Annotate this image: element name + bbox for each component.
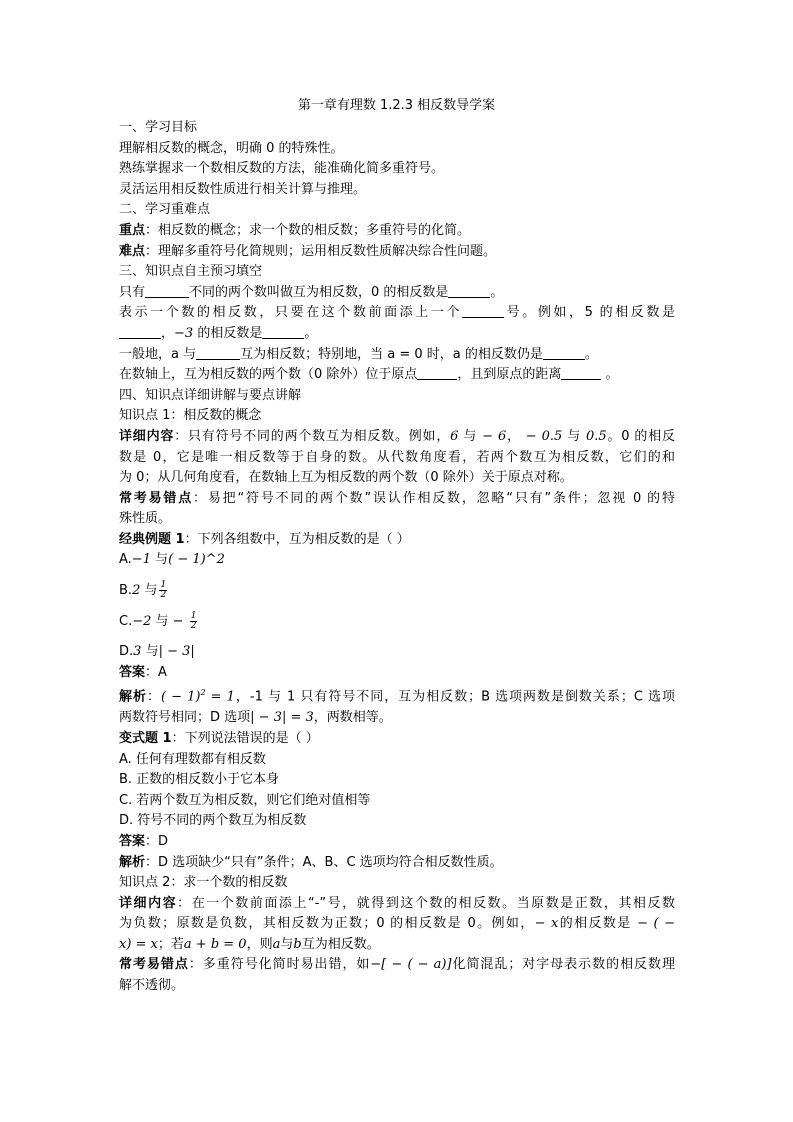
detail-line [119,894,675,915]
knowledge-point-title: 知识点 2：求一个数的相反数 [119,875,288,891]
text: 。 [601,367,619,383]
math: − ( − [631,916,675,932]
fill-blank [543,345,585,360]
document-body [119,118,675,997]
page-title: 第一章有理数 1.2.3 相反数导学案 [297,98,496,113]
fill-line [119,303,675,324]
numerator: 1 [160,580,167,591]
goal-line: 理解相反数的概念，明确 0 的特殊性。 [119,140,344,156]
section-heading: 一、学习目标 [119,120,198,135]
option-c [119,612,675,633]
text: 为负数；原数是负数，其相反数为正数；0 的相反数是 0。例如， [119,916,535,932]
option-b [119,581,675,602]
text: 互为相反数。 [301,936,380,952]
fill-line [119,283,675,304]
text: ：易把“符号不同的两个数”误认作相反数，忽略“只有”条件；忽视 0 的特 [193,490,675,506]
fill-line [119,365,675,386]
text: 与 − [151,613,188,629]
option-d [119,642,675,663]
text: A. [119,552,132,568]
answer-label: 答案 [119,664,146,680]
math: a [272,936,281,952]
goal-line: 熟练掌握求一个数相反数的方法，能准确化简多重符号。 [119,161,445,177]
text: ：D 选项缺少“只有”条件；A、B、C 选项均符合相反数性质。 [145,854,503,870]
math: −1 [131,552,151,568]
variant-label: 变式题 1 [119,730,172,746]
answer-line [119,663,675,684]
fill-blank [462,303,504,318]
error-line: 殊性质。 [119,511,172,527]
math: a + b = 0 [183,936,247,952]
fraction [190,612,198,631]
text: 不同的两个数叫做互为相反数，0 的相反数是 [189,284,449,300]
difficult-point-line [119,242,675,263]
text: 与 [141,644,159,660]
text: ：只有符号不同的两个数互为相反数。例如， [174,428,451,444]
fill-blank [561,365,601,380]
variant-option: A. 任何有理数都有相反数 [119,751,266,767]
text: 与 [458,428,483,444]
text: 一般地，a 与 [119,346,197,362]
text: 与 [562,428,586,444]
fill-blank [262,324,304,339]
text: 号。例如，5 的相反数是 [504,305,675,321]
error-label: 常考易错点 [119,490,194,506]
error-label: 常考易错点 [119,957,189,973]
text: C. [119,613,133,629]
analysis-line [119,708,675,729]
analysis-line [119,683,675,708]
math: = 1 [205,689,235,705]
text: 。 [304,325,318,341]
error-line [119,955,675,976]
fill-blank [145,283,189,298]
fill-line [119,324,675,345]
detail-line [119,427,675,448]
fill-blank [448,283,490,298]
text: ：A [145,664,167,680]
option-a [119,550,675,571]
text: ，且到原点的距离 [457,367,562,383]
text: ： [146,689,161,705]
math: − 6 [482,428,507,444]
knowledge-point-title: 知识点 1：相反数的概念 [119,408,262,424]
text: 化简混乱；对字母表示数的相反数理 [451,957,675,973]
math: ( − 1)^2 [168,552,225,568]
section-heading: 四、知识点详细讲解与要点讲解 [119,387,302,403]
fill-blank [417,365,457,380]
text: ，两数相等。 [313,710,392,726]
text: 与 [280,936,294,952]
text: B. [119,583,133,599]
text: ，则 [246,936,273,952]
detail-label: 详细内容 [119,895,178,911]
text: 两数符号相同；D 选项 [119,710,251,726]
text: 的相反数是 [193,325,263,341]
text: ：D [145,833,169,849]
math: −[ − ( − a)] [370,957,452,973]
text: 只有 [119,284,146,300]
math: − x [534,916,559,932]
detail-line [119,935,675,956]
math: 2 [132,583,141,599]
variant-option: D. 符号不同的两个数互为相反数 [119,813,307,829]
text: 与 [140,583,158,599]
detail-line: 为 0；从几何角度看，在数轴上互为相反数的两个数（0 除外）关于原点对称。 [119,470,573,486]
text: 的相反数是 [558,916,632,932]
math: | − 3| = 3 [250,710,314,726]
text: 与 [150,552,169,568]
math: −2 [132,613,152,629]
analysis-line [119,853,675,874]
example-question [119,530,675,551]
variant-option: B. 正数的相反数小于它本身 [119,772,280,788]
text: 。 [584,346,598,362]
math: b [293,936,302,952]
math: 6 [450,428,459,444]
numerator: 1 [190,610,197,621]
goal-line: 灵活运用相反数性质进行相关计算与推理。 [119,181,367,197]
difficult-text: ：理解多重符号化简规则；运用相反数性质解决综合性问题。 [145,243,497,259]
math: −3 [174,325,194,341]
answer-line [119,832,675,853]
math: ( − 1) [160,689,201,705]
analysis-label: 解析 [119,689,147,705]
text: D. [119,644,134,660]
key-text: ：相反数的概念；求一个数的相反数；多重符号的化简。 [145,222,471,238]
example-label: 经典例题 1 [119,531,185,547]
math-exponent: 2 [200,688,206,698]
detail-line [119,914,675,935]
fill-blank [119,324,161,339]
text: ， [161,325,175,341]
text: 在数轴上，互为相反数的两个数（0 除外）位于原点 [119,367,418,383]
analysis-label: 解析 [119,854,146,870]
text: ：在一个数前面添上“-”号，就得到这个数的相反数。当原数是正数，其相反数 [177,895,675,911]
error-line [119,489,675,510]
variant-option: C. 若两个数互为相反数，则它们绝对值相等 [119,792,371,808]
fill-line [119,345,675,366]
section-heading: 三、知识点自主预习填空 [119,264,263,280]
variant-question [119,729,675,750]
key-label: 重点 [119,222,146,238]
denominator: 2 [190,620,197,631]
key-point-line [119,221,675,242]
text: ：下列各组数中，互为相反数的是（ ） [184,531,410,547]
section-heading: 二、学习重难点 [119,202,211,218]
text: 。0 的相反 [606,428,676,444]
text: ， [506,428,521,444]
answer-label: 答案 [119,833,146,849]
difficult-label: 难点 [119,243,146,259]
math: | − 3| [158,644,195,660]
text: ：多重符号化简时易出错，如 [188,957,371,973]
math: 3 [133,644,142,660]
text: ；若 [157,936,184,952]
text: ：下列说法错误的是（ ） [171,730,319,746]
fraction [159,581,167,600]
math: x) = x [119,936,158,952]
detail-line: 数是 0，它是唯一相反数等于自身的数。从代数角度看，若两个数互为相反数，它们的和 [119,449,675,465]
math: 0.5 [585,428,607,444]
text: ，-1 与 1 只有符号不同，互为相反数；B 选项两数是倒数关系；C 选项 [234,689,675,705]
text: 表示一个数的相反数，只要在这个数前面添上一个 [119,305,463,321]
error-line: 解不透彻。 [119,978,185,994]
math: − 0.5 [520,428,563,444]
text: 。 [490,284,504,300]
text: 互为相反数；特别地，当 a = 0 时，a 的相反数仍是 [240,346,543,362]
detail-label: 详细内容 [119,428,175,444]
fill-blank [196,345,240,360]
denominator: 2 [160,590,167,601]
